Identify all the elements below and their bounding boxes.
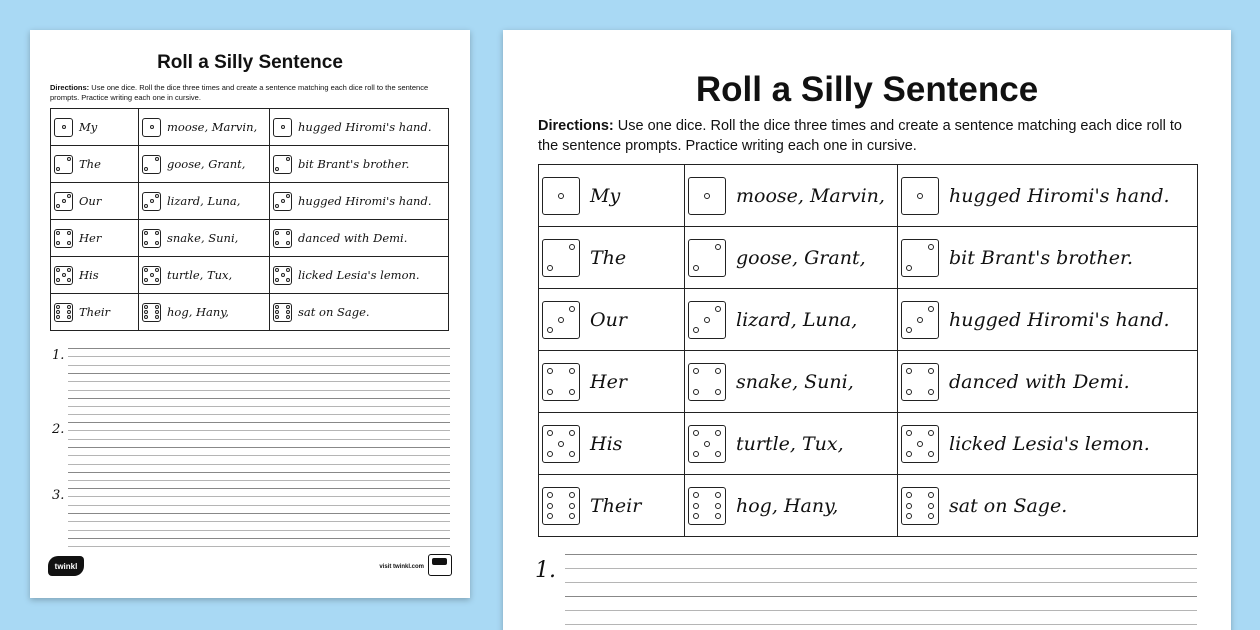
handwriting-line — [68, 390, 450, 391]
handwriting-line — [68, 488, 450, 489]
handwriting-line — [68, 406, 450, 407]
prompt-text: Our — [79, 194, 102, 208]
prompt-text: Their — [79, 305, 111, 319]
prompt-text: Her — [590, 370, 627, 393]
prompt-text: The — [79, 157, 101, 171]
handwriting-line — [68, 521, 450, 522]
prompt-text: licked Lesia's lemon. — [298, 268, 420, 282]
prompt-text: My — [590, 184, 621, 207]
handwriting-line — [565, 624, 1197, 625]
handwriting-line — [565, 582, 1197, 583]
writing-line-number: 1. — [535, 558, 556, 583]
prompt-text: hugged Hiromi's hand. — [949, 308, 1170, 331]
handwriting-line — [565, 554, 1197, 555]
handwriting-line — [68, 455, 450, 456]
prompt-text: sat on Sage. — [298, 305, 370, 319]
prompt-text: His — [590, 432, 623, 455]
worksheet-preview-large — [503, 30, 1231, 630]
prompt-text: snake, Suni, — [167, 231, 239, 245]
directions-text: Use one dice. Roll the dice three times and create a sentence matching each dice roll to the sentence prompts. Practice writing each one in cursive. — [50, 83, 429, 102]
handwriting-line — [68, 356, 450, 357]
writing-line-number: 2. — [52, 422, 65, 437]
prompt-text: danced with Demi. — [298, 231, 408, 245]
handwriting-line — [68, 373, 450, 374]
handwriting-line — [68, 546, 450, 547]
prompt-text: danced with Demi. — [949, 370, 1130, 393]
handwriting-line — [68, 398, 450, 399]
prompt-text: My — [79, 120, 98, 134]
handwriting-line — [68, 472, 450, 473]
handwriting-line — [68, 447, 450, 448]
prompt-text: turtle, Tux, — [167, 268, 233, 282]
handwriting-line — [565, 596, 1197, 597]
handwriting-line — [68, 381, 450, 382]
handwriting-line — [68, 530, 450, 531]
handwriting-line — [68, 422, 450, 423]
handwriting-line — [68, 414, 450, 415]
handwriting-line — [68, 430, 450, 431]
prompt-text: The — [590, 246, 627, 269]
prompt-text: Our — [590, 308, 627, 331]
prompt-text: moose, Marvin, — [736, 184, 885, 207]
prompt-text: His — [79, 268, 99, 282]
worksheet-title: Roll a Silly Sentence — [695, 70, 1039, 109]
handwriting-line — [68, 439, 450, 440]
writing-lines-area — [503, 30, 1231, 630]
directions-label: Directions: — [538, 118, 614, 134]
prompt-text: snake, Suni, — [736, 370, 854, 393]
worksheet-title: Roll a Silly Sentence — [157, 52, 343, 73]
footer-url: visit twinkl.com — [379, 564, 424, 570]
prompt-text: moose, Marvin, — [167, 120, 258, 134]
twinkl-logo: twinkl — [48, 556, 84, 576]
handwriting-line — [68, 480, 450, 481]
writing-line-number: 3. — [52, 488, 65, 503]
prompt-text: hog, Hany, — [167, 305, 229, 319]
handwriting-line — [565, 610, 1197, 611]
handwriting-line — [68, 538, 450, 539]
prompt-text: hugged Hiromi's hand. — [949, 184, 1170, 207]
prompt-text: lizard, Luna, — [167, 194, 241, 208]
handwriting-line — [68, 365, 450, 366]
prompt-text: goose, Grant, — [736, 246, 866, 269]
prompt-text: Their — [590, 494, 642, 517]
writing-line-number: 1. — [52, 348, 65, 363]
handwriting-line — [68, 464, 450, 465]
prompt-text: Her — [79, 231, 102, 245]
directions-label: Directions: — [50, 83, 90, 92]
prompt-text: bit Brant's brother. — [298, 157, 410, 171]
handwriting-line — [68, 513, 450, 514]
prompt-text: hugged Hiromi's hand. — [298, 120, 432, 134]
prompt-text: licked Lesia's lemon. — [949, 432, 1150, 455]
prompt-text: turtle, Tux, — [736, 432, 844, 455]
worksheet-preview-small — [30, 30, 470, 598]
handwriting-line — [68, 348, 450, 349]
prompt-text: sat on Sage. — [949, 494, 1068, 517]
prompt-text: hugged Hiromi's hand. — [298, 194, 432, 208]
handwriting-line — [68, 505, 450, 506]
writing-lines-area — [30, 30, 470, 598]
prompt-text: bit Brant's brother. — [949, 246, 1134, 269]
prompt-text: lizard, Luna, — [736, 308, 858, 331]
prompt-text: hog, Hany, — [736, 494, 839, 517]
directions-text: Use one dice. Roll the dice three times and create a sentence matching each dice roll to the sentence prompts. Practice writing each one in cursive. — [538, 118, 1182, 154]
badge-icon — [428, 554, 452, 576]
prompt-text: goose, Grant, — [167, 157, 246, 171]
handwriting-line — [68, 496, 450, 497]
handwriting-line — [565, 568, 1197, 569]
